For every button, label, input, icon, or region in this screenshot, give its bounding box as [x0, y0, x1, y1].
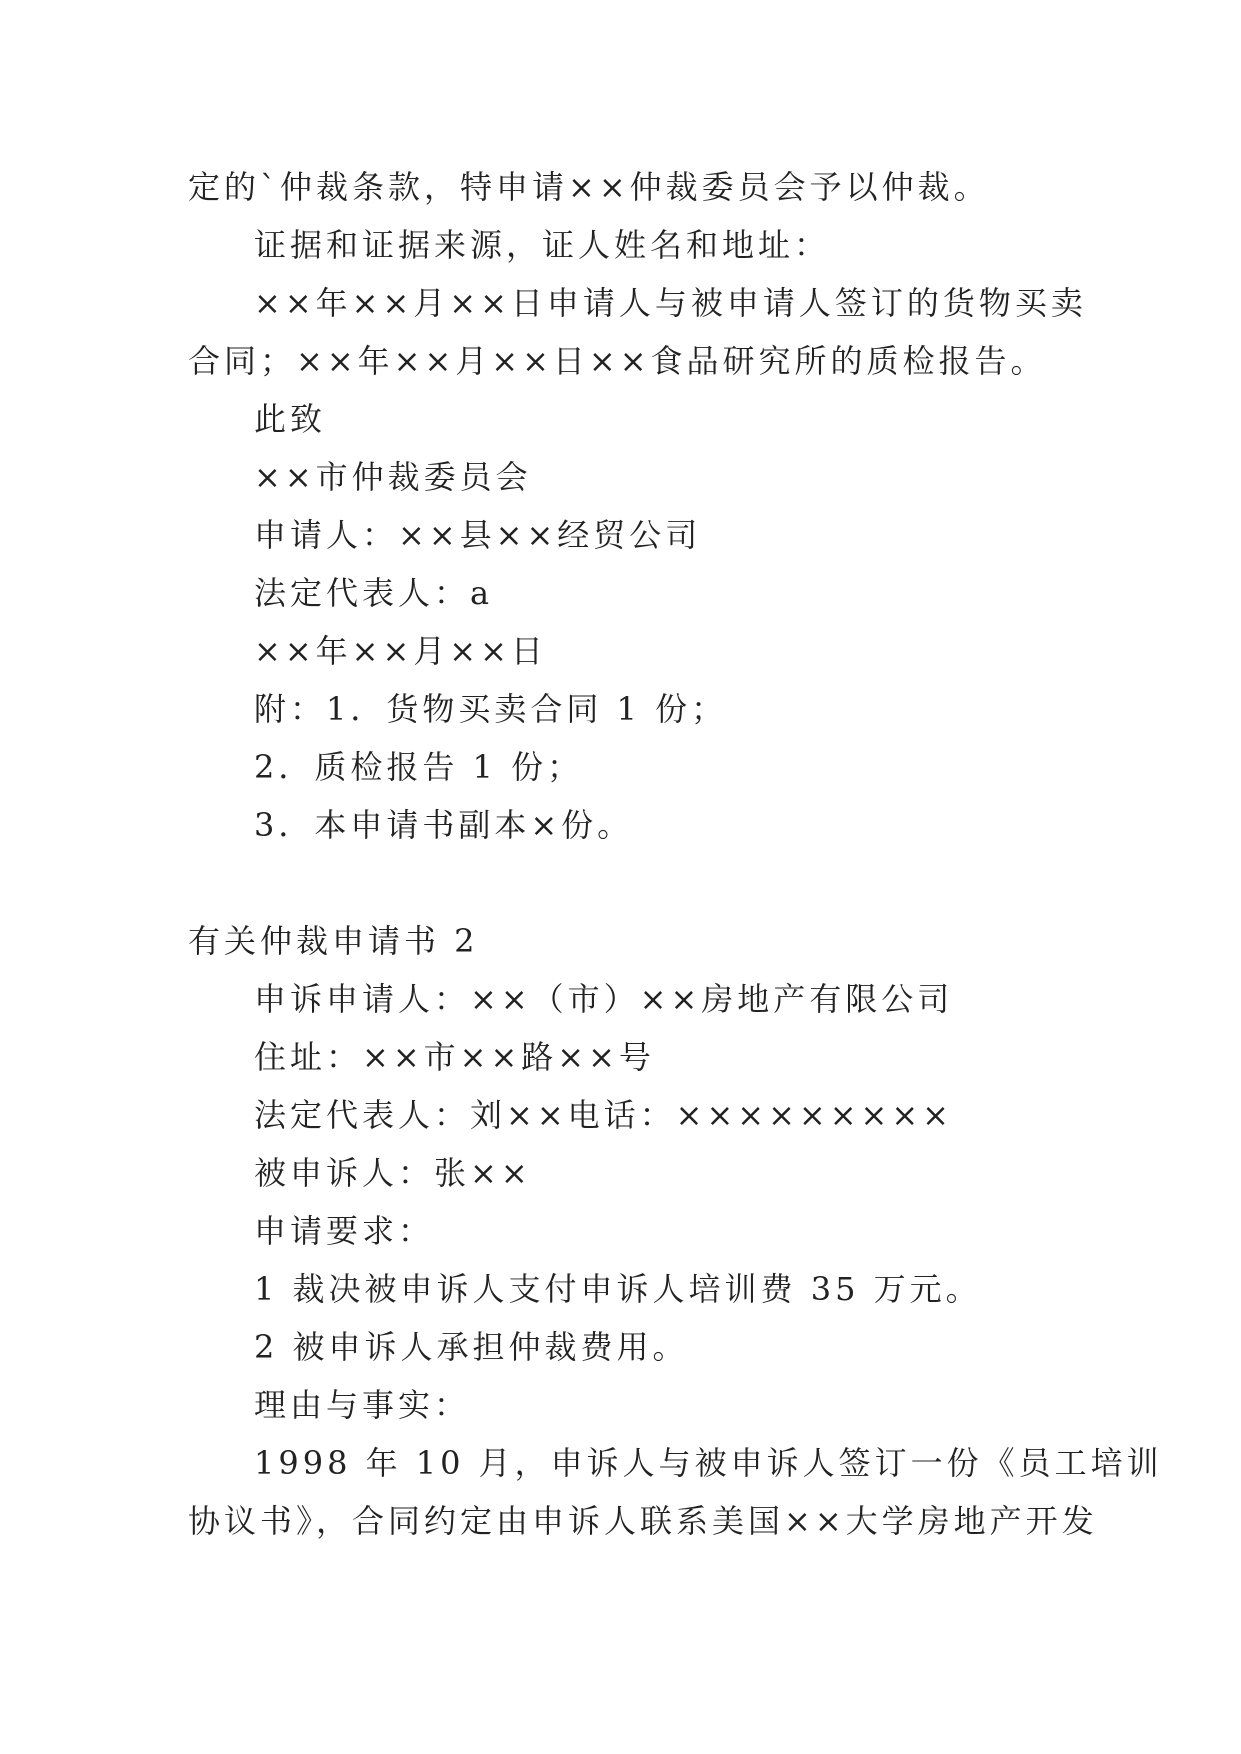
body-line: 被申诉人：张××: [254, 1154, 532, 1192]
body-line: 协议书》，合同约定由申诉人联系美国××大学房地产开发: [188, 1502, 1098, 1540]
body-line: 申诉申请人：××（市）××房地产有限公司: [254, 980, 954, 1018]
section-title: 有关仲裁申请书 2: [188, 922, 479, 960]
legal-representative: 法定代表人：a: [254, 574, 494, 612]
date-line: ××年××月××日: [254, 632, 547, 670]
body-line: 证据和证据来源，证人姓名和地址：: [254, 226, 831, 264]
body-line: 合同；××年××月××日××食品研究所的质检报告。: [188, 342, 1047, 380]
document-body: [188, 158, 1163, 1550]
body-line: 定的`仲裁条款，特申请××仲裁委员会予以仲裁。: [188, 168, 990, 206]
body-line: 理由与事实：: [254, 1386, 471, 1424]
attachment-item: 附：1．货物买卖合同 1 份；: [254, 690, 728, 728]
recipient: ××市仲裁委员会: [254, 458, 532, 496]
body-line: 住址：××市××路××号: [254, 1038, 655, 1076]
attachment-item: 2．质检报告 1 份；: [254, 748, 584, 786]
attachment-item: 3．本申请书副本×份。: [254, 806, 634, 844]
body-line: 申请要求：: [254, 1212, 435, 1250]
section-gap: [188, 854, 1058, 912]
applicant: 申请人：××县××经贸公司: [254, 516, 702, 554]
body-line: ××年××月××日申请人与被申请人签订的货物买卖: [254, 284, 1087, 322]
body-line: 2 被申诉人承担仲裁费用。: [254, 1328, 689, 1366]
salutation: 此致: [254, 400, 327, 438]
body-line: 法定代表人：刘××电话：×××××××××: [254, 1096, 953, 1134]
body-line: 1998 年 10 月，申诉人与被申诉人签订一份《员工培训: [254, 1444, 1163, 1482]
body-line: 1 裁决被申诉人支付申诉人培训费 35 万元。: [254, 1270, 982, 1308]
